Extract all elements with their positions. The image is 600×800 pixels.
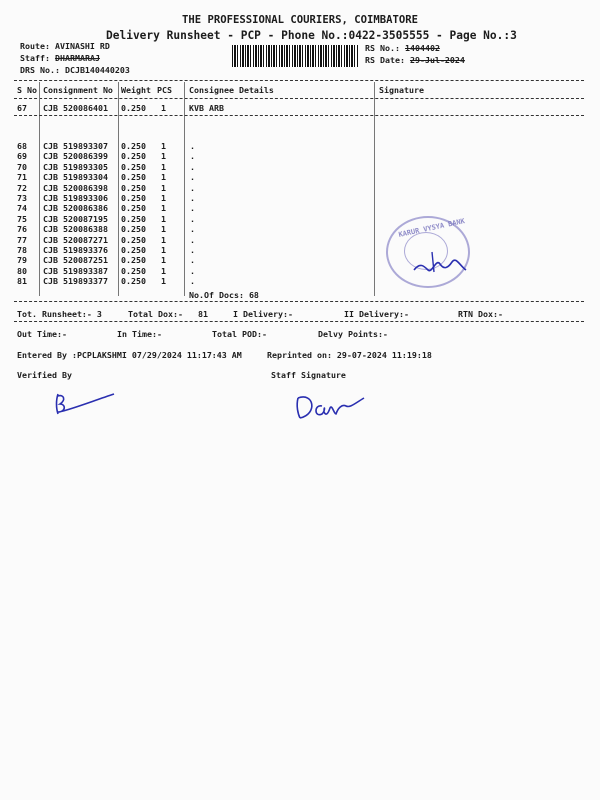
row-consignment: CJB 520086401 [43, 103, 108, 113]
rs-no-value: 1404402 [404, 43, 440, 53]
staff-label: Staff: [20, 53, 50, 63]
row-weight: 0.250 [121, 103, 146, 113]
row-sno: 79 [17, 255, 27, 266]
row-weight: 0.250 [121, 172, 146, 183]
row-pcs: 1 [161, 213, 166, 224]
in-time: In Time:- [117, 329, 162, 339]
reprinted-on: Reprinted on: 29-07-2024 11:19:18 [267, 350, 432, 360]
row-consignment: CJB 519893306 [43, 192, 108, 203]
row-sno: 81 [17, 276, 27, 287]
row-sno: 75 [17, 213, 27, 224]
rs-date-label: RS Date: [365, 55, 405, 65]
row-consignee: . [190, 161, 195, 172]
rs-date-value: 29-Jul-2024 [409, 55, 465, 65]
row-pcs: 1 [161, 255, 166, 266]
row-consignment: CJB 520086398 [43, 182, 108, 193]
row-weight: 0.250 [121, 255, 146, 266]
table-row [0, 214, 600, 224]
row-consignment: CJB 519893304 [43, 172, 108, 183]
col-consignment: Consignment No [43, 85, 113, 95]
table-row [0, 245, 600, 255]
table-body [0, 141, 600, 286]
col-weight: Weight [121, 85, 151, 95]
table-header-rule [14, 98, 584, 99]
table-row [0, 193, 600, 203]
total-dox-value: 81 [198, 309, 208, 319]
row-pcs: 1 [161, 182, 166, 193]
row-consignment: CJB 520086399 [43, 151, 108, 162]
verified-by-label: Verified By [17, 370, 72, 380]
out-time: Out Time:- [17, 329, 67, 339]
no-of-docs: No.Of Docs: 68 [189, 290, 259, 300]
row-sno: 68 [17, 141, 27, 151]
runsheet-subtitle: Delivery Runsheet - PCP - Phone No.:0422-3505555 - Page No.:3 [106, 29, 517, 42]
route-label: Route: AVINASHI RD [20, 41, 110, 51]
row-pcs: 1 [161, 161, 166, 172]
row-sno: 74 [17, 203, 27, 214]
table-row [0, 183, 600, 193]
row-consignee: . [190, 255, 195, 266]
row-sno: 71 [17, 172, 27, 183]
row-consignee: . [190, 182, 195, 193]
col-pcs: PCS [157, 85, 172, 95]
row-rule [14, 115, 584, 116]
row-consignee: . [190, 151, 195, 162]
rtn-dox: RTN Dox:- [458, 309, 503, 319]
col-signature: Signature [379, 85, 424, 95]
row-pcs: 1 [161, 192, 166, 203]
table-row [0, 203, 600, 213]
row-consignment: CJB 520087251 [43, 255, 108, 266]
row-consignment: CJB 519893376 [43, 244, 108, 255]
table-row [0, 162, 600, 172]
row-consignment: CJB 519893377 [43, 276, 108, 287]
row-consignee: . [190, 276, 195, 287]
row-consignment: CJB 519893387 [43, 265, 108, 276]
col-sno: S No [17, 85, 37, 95]
row-sno: 69 [17, 151, 27, 162]
row-consignee: . [190, 192, 195, 203]
row-consignee: . [190, 234, 195, 245]
row-pcs: 1 [161, 224, 166, 235]
stamp-signature [410, 244, 470, 280]
row-weight: 0.250 [121, 192, 146, 203]
verifier-signature [50, 390, 120, 420]
totals-rule [14, 321, 584, 322]
barcode [232, 45, 358, 67]
total-dox-label: Total Dox:- [128, 309, 183, 319]
row-pcs: 1 [161, 265, 166, 276]
total-pod: Total POD:- [212, 329, 267, 339]
table-row [0, 172, 600, 182]
row-weight: 0.250 [121, 141, 146, 151]
drs-number: DRS No.: DCJB140440203 [20, 65, 130, 75]
row-pcs: 1 [161, 151, 166, 162]
row-pcs: 1 [161, 234, 166, 245]
row-consignee: . [190, 224, 195, 235]
row-sno: 72 [17, 182, 27, 193]
table-bottom-rule [14, 301, 584, 302]
table-row [0, 141, 600, 151]
row-weight: 0.250 [121, 276, 146, 287]
i-delivery: I Delivery:- [233, 309, 293, 319]
row-consignment: CJB 520087271 [43, 234, 108, 245]
row-pcs: 1 [161, 141, 166, 151]
rs-no-label: RS No.: [365, 43, 400, 53]
table-top-rule [14, 80, 584, 81]
row-sno: 77 [17, 234, 27, 245]
row-consignment: CJB 520087195 [43, 213, 108, 224]
row-consignee: KVB ARB [189, 103, 224, 113]
row-weight: 0.250 [121, 213, 146, 224]
row-consignee: . [190, 141, 195, 151]
table-row [0, 224, 600, 234]
row-consignee: . [190, 213, 195, 224]
row-sno: 70 [17, 161, 27, 172]
staff-signature [292, 390, 372, 424]
row-sno: 76 [17, 224, 27, 235]
row-weight: 0.250 [121, 203, 146, 214]
row-sno: 78 [17, 244, 27, 255]
row-weight: 0.250 [121, 224, 146, 235]
row-weight: 0.250 [121, 234, 146, 245]
table-row [0, 235, 600, 245]
table-row [0, 266, 600, 276]
row-sno: 67 [17, 103, 27, 113]
row-consignee: . [190, 244, 195, 255]
row-weight: 0.250 [121, 244, 146, 255]
row-consignment: CJB 520086386 [43, 203, 108, 214]
rs-no-line [365, 43, 440, 53]
tot-runsheet: Tot. Runsheet:- 3 [17, 309, 102, 319]
row-pcs: 1 [161, 276, 166, 287]
row-consignment: CJB 519893305 [43, 161, 108, 172]
row-pcs: 1 [161, 172, 166, 183]
row-weight: 0.250 [121, 161, 146, 172]
row-consignment: CJB 519893307 [43, 141, 108, 151]
staff-signature-label: Staff Signature [271, 370, 346, 380]
company-title: THE PROFESSIONAL COURIERS, COIMBATORE [182, 14, 418, 26]
ii-delivery: II Delivery:- [344, 309, 409, 319]
delvy-points: Delvy Points:- [318, 329, 388, 339]
row-sno: 80 [17, 265, 27, 276]
row-consignee: . [190, 265, 195, 276]
row-weight: 0.250 [121, 182, 146, 193]
staff-name: DHARMARAJ [54, 53, 100, 63]
rs-date-line [365, 55, 465, 65]
row-weight: 0.250 [121, 265, 146, 276]
col-consignee: Consignee Details [189, 85, 274, 95]
table-row [0, 151, 600, 161]
bank-stamp-text: KARUR VYSYA BANK [397, 217, 466, 239]
row-sno: 73 [17, 192, 27, 203]
row-pcs: 1 [161, 244, 166, 255]
row-pcs: 1 [161, 103, 166, 113]
row-consignee: . [190, 203, 195, 214]
entered-by: Entered By :PCPLAKSHMI 07/29/2024 11:17:43 AM [17, 350, 242, 360]
staff-line [20, 53, 100, 63]
table-row [0, 255, 600, 265]
row-pcs: 1 [161, 203, 166, 214]
row-consignee: . [190, 172, 195, 183]
row-consignment: CJB 520086388 [43, 224, 108, 235]
row-weight: 0.250 [121, 151, 146, 162]
table-row [0, 276, 600, 286]
